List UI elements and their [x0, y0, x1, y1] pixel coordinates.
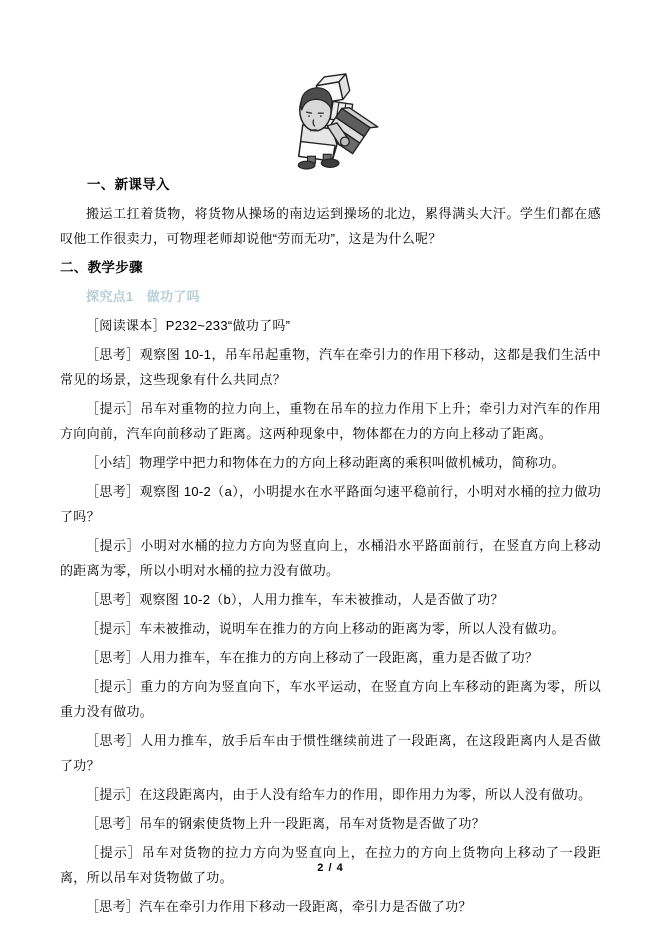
heading-teaching-steps: 二、教学步骤 — [60, 260, 143, 275]
think-paragraph-4: ［思考］人用力推车，车在推力的方向上移动了一段距离，重力是否做了功？ — [86, 650, 539, 665]
summary-paragraph: ［小结］物理学中把力和物体在力的方向上移动距离的乘积叫做机械功，简称功。 — [86, 455, 565, 470]
think-paragraph-2: ［思考］观察图 10-2（a），小明提水在水平路面匀速平稳前行，小明对水桶的拉力做功了吗？ — [60, 484, 601, 524]
reading-textbook-note: ［阅读课本］P232~233“做功了吗” — [86, 318, 291, 333]
back-shoe — [321, 159, 339, 167]
hint-paragraph-4: ［提示］重力的方向为竖直向下，车水平运动，在竖直方向上车移动的距离为零，所以重力没有做功。 — [60, 679, 601, 719]
porter-carrying-boxes-illustration — [288, 72, 386, 170]
page-number: 2 / 4 — [317, 862, 344, 874]
think-paragraph-3: ［思考］观察图 10-2（b），人用力推车，车未被推动，人是否做了功？ — [86, 592, 504, 607]
hint-paragraph-2: ［提示］小明对水桶的拉力方向为竖直向上，水桶沿水平路面前行，在竖直方向上移动的距离为零，所以小明对水桶的拉力没有做功。 — [60, 538, 601, 578]
front-shoe — [298, 161, 315, 169]
hint-paragraph-3: ［提示］车未被推动，说明车在推力的方向上移动的距离为零，所以人没有做功。 — [86, 621, 565, 636]
hand — [340, 137, 349, 146]
think-paragraph-5: ［思考］人用力推车，放手后车由于惯性继续前进了一段距离，在这段距离内人是否做了功？ — [60, 733, 601, 773]
hint-paragraph-1: ［提示］吊车对重物的拉力向上，重物在吊车的拉力作用下上升；牵引力对汽车的作用方向向前，汽车向前移动了距离。这两种现象中，物体都在力的方向上移动了距离。 — [60, 401, 601, 441]
think-paragraph-7: ［思考］汽车在牵引力作用下移动一段距离，牵引力是否做了功？ — [86, 899, 472, 914]
hint-paragraph-5: ［提示］在这段距离内，由于人没有给车力的作用，即作用力为零，所以人没有做功。 — [86, 787, 592, 802]
hint-paragraph-6: ［提示］吊车对货物的拉力方向为竖直向上，在拉力的方向上货物向上移动了一段距离，所以吊车对货物做了功。 — [60, 845, 601, 885]
explore-point-heading: 探究点1 做功了吗 — [86, 289, 200, 304]
think-paragraph-6: ［思考］吊车的钢索使货物上升一段距离，吊车对货物是否做了功？ — [86, 816, 486, 831]
lesson-content — [60, 172, 601, 923]
heading-new-lesson-intro: 一、新课导入 — [87, 177, 170, 192]
intro-paragraph: 搬运工扛着货物，将货物从操场的南边运到操场的北边，累得满头大汗。学生们都在感叹他工作很卖力，可物理老师却说他“劳而无功”，这是为什么呢？ — [60, 206, 601, 246]
porter-cartoon-icon — [288, 72, 386, 170]
think-paragraph-1: ［思考］观察图 10-1，吊车吊起重物，汽车在牵引力的作用下移动，这都是我们生活中常见的场景，这些现象有什么共同点？ — [60, 347, 601, 387]
